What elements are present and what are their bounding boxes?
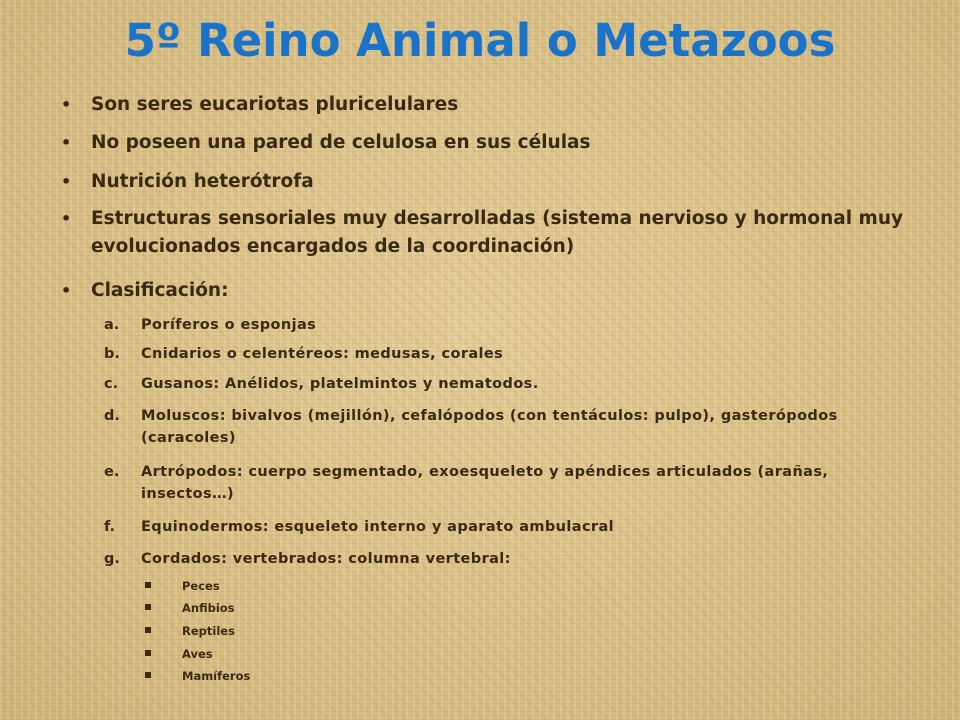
- classification-text: Equinodermos: esqueleto interno y aparato ambulacral: [141, 519, 615, 535]
- bullet-icon: •: [61, 172, 72, 191]
- bullet-text: Son seres eucariotas pluricelulares: [91, 94, 459, 115]
- vertebrate-text: Reptiles: [182, 624, 235, 638]
- square-bullet-icon: [145, 627, 151, 633]
- list-marker: e.: [104, 464, 120, 480]
- square-bullet-icon: [145, 650, 151, 656]
- square-bullet-icon: [145, 582, 151, 588]
- bullet-text: Clasificación:: [91, 280, 229, 301]
- square-bullet-icon: [145, 672, 151, 678]
- bullet-icon: •: [61, 95, 72, 114]
- bullet-icon: •: [61, 209, 72, 228]
- vertebrate-text: Aves: [182, 647, 213, 661]
- list-marker: c.: [104, 376, 119, 392]
- list-marker: a.: [104, 317, 120, 333]
- bullet-text: Estructuras sensoriales muy desarrolladas (sistema nervioso y hormonal muy evolucionados encargados de la coordinación): [91, 208, 904, 257]
- list-marker: f.: [104, 519, 116, 535]
- vertebrate-text: Peces: [182, 579, 220, 593]
- classification-text: Moluscos: bivalvos (mejillón), cefalópodos (con tentáculos: pulpo), gasterópodos (caracoles): [141, 408, 838, 446]
- bullet-icon: •: [61, 281, 72, 300]
- square-bullet-icon: [145, 604, 151, 610]
- slide-title: 5º Reino Animal o Metazoos: [124, 14, 836, 67]
- classification-text: Cnidarios o celentéreos: medusas, corales: [141, 346, 504, 362]
- bullet-text: Nutrición heterótrofa: [91, 171, 314, 192]
- classification-text: Gusanos: Anélidos, platelmintos y nematodos.: [141, 376, 539, 392]
- vertebrate-text: Mamíferos: [182, 669, 251, 683]
- list-marker: b.: [104, 346, 120, 362]
- classification-text: Poríferos o esponjas: [141, 317, 317, 333]
- classification-text: Artrópodos: cuerpo segmentado, exoesqueleto y apéndices articulados (arañas, insectos…): [141, 464, 829, 502]
- list-marker: g.: [104, 551, 120, 567]
- vertebrate-text: Anfibios: [182, 601, 235, 615]
- bullet-icon: •: [61, 133, 72, 152]
- list-marker: d.: [104, 408, 120, 424]
- bullet-text: No poseen una pared de celulosa en sus células: [91, 132, 591, 153]
- classification-text: Cordados: vertebrados: columna vertebral:: [141, 551, 511, 567]
